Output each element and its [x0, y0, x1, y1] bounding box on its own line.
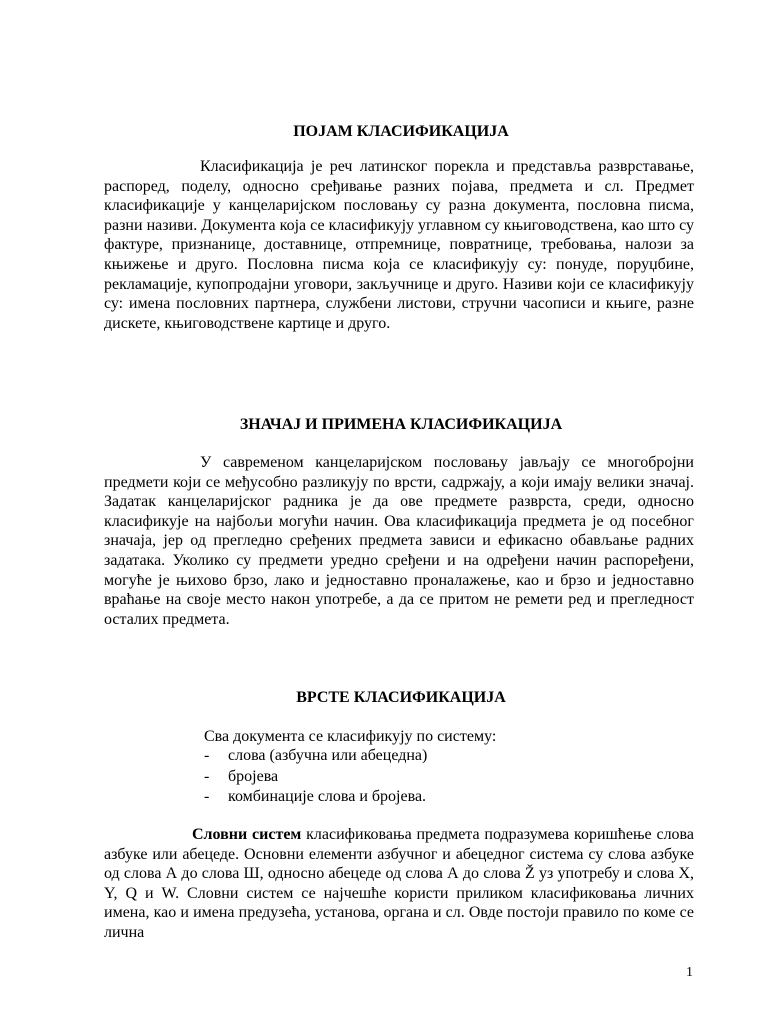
list-item — [204, 787, 427, 808]
list-intro: Сва документа се класификују по систему: — [204, 728, 497, 745]
list-item-text: слова (азбучна или абецедна) — [228, 747, 428, 764]
paragraph-slovni-sistem — [104, 825, 694, 943]
section-title-znacaj: ЗНАЧАЈ И ПРИМЕНА КЛАСИФИКАЦИЈА — [239, 416, 563, 433]
list-bullet: - — [204, 788, 210, 805]
page-number: 1 — [686, 965, 693, 980]
section-title-pojam: ПОЈАМ КЛАСИФИКАЦИЈА — [293, 123, 509, 140]
term-slovni-sistem: Словни систем — [192, 826, 302, 843]
list-item — [204, 767, 427, 788]
paragraph-pojam — [104, 157, 694, 333]
list-bullet: - — [204, 747, 210, 764]
list-item-text: комбинације слова и бројева. — [228, 788, 427, 805]
paragraph-slovni-sistem-text: класификовања предмета подразумева коришћење слова азбуке или абецеде. Основни елементи азбучног и абецедног система су слова азбуке од слова А до слова Ш, односно абецеде од слова А до слова Ž уз употребу и слова X, Y, Q и W. Словни систем се најчешће користи приликом класификовања личних имена, као и имена предузећа, установа, органа и сл. Овде постоји правило по коме се лична — [104, 826, 694, 941]
list-item — [204, 746, 427, 767]
list-bullet: - — [204, 767, 210, 785]
paragraph-pojam-text: Класификација је реч латинског порекла и представља разврставање, распоред, поделу, односно сређивање разних појава, предмета и сл. Предмет класификације у канцеларијском пословању су разна документа, пословна писма, разни називи. Документа која се класификују углавном су књиговодствена, као што су фактуре, признанице, доставнице, отпремнице, повратнице, требовања, налози за књижење и друго. Пословна писма која се класификују су: понуде, поруџбине, рекламације, купопродајни уговори, закључнице и друго. Називи који се класификују су: имена пословних партнера, службени листови, стручни часописи и књиге, разне дискете, књиговодствене картице и друго. — [104, 158, 694, 332]
paragraph-znacaj — [104, 453, 694, 629]
classification-list — [204, 746, 427, 808]
paragraph-znacaj-text: У савременом канцеларијском пословању јављају се многобројни предмети који се међусобно разликују по врсти, садржају, а који имају велики значај. Задатак канцеларијског радника је да ове предмете разврста, среди, односно класификује на најбољи могући начин. Ова класификација предмета је од посебног значаја, јер од прегледно сређених предмета зависи и ефикасно обављање радних задатака. Уколико су предмети уредно сређени и на одређени начин распоређени, могуће је њихово брзо, лако и једноставно проналажење, као и брзо и једноставно враћање на своје место након употребе, а да се притом не ремети ред и прегледност осталих предмета. — [104, 454, 694, 628]
section-title-vrste: ВРСТЕ КЛАСИФИКАЦИЈА — [296, 689, 506, 706]
list-item-text: бројева — [228, 767, 279, 785]
